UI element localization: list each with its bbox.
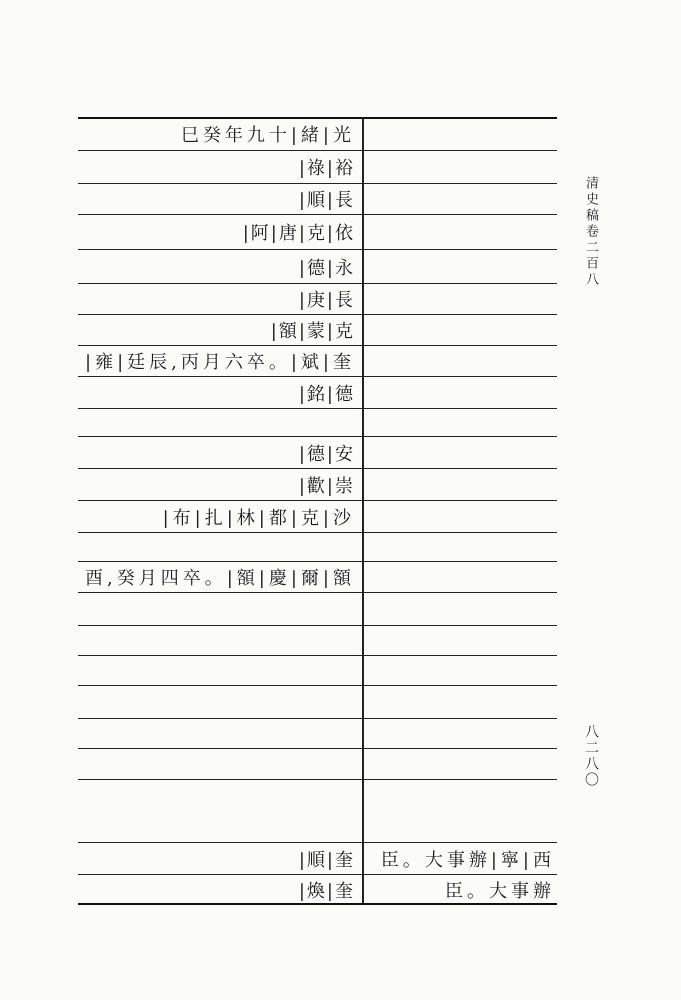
row-left-text: |歡|崇: [298, 475, 355, 497]
row-left-text: 巳癸年九十|緒|光: [180, 125, 355, 146]
row-left-text: |雍|廷辰,丙月六卒。|斌|奎: [85, 352, 355, 373]
row-left-text: |額|蒙|克: [270, 321, 355, 342]
table-row: [78, 626, 557, 655]
row-left-text: |德|安: [298, 443, 355, 465]
table-row: [78, 686, 557, 718]
table-row: [78, 533, 557, 561]
table-row: [78, 151, 557, 183]
row-right-text: 臣。大事辦: [445, 880, 555, 902]
table-row: [78, 562, 557, 592]
table-bottom-rule: [78, 903, 557, 905]
table-row: [78, 409, 557, 436]
table-row: [78, 875, 557, 904]
row-left-text: |阿|唐|克|依: [242, 223, 355, 244]
table-row: [78, 184, 557, 214]
table-row: [78, 315, 557, 345]
row-left-text: |銘|德: [298, 383, 355, 405]
table-row: [78, 250, 557, 283]
table-row: [78, 501, 557, 532]
table-row: [78, 719, 557, 748]
table-row: [78, 437, 557, 468]
page-number: 八二八〇: [583, 724, 599, 788]
table-row: [78, 656, 557, 685]
table-row: [78, 346, 557, 376]
table-row: [78, 843, 557, 874]
table-row: [78, 593, 557, 625]
row-left-text: |庚|長: [298, 290, 355, 311]
row-right-text: 臣。大事辦|寧|西: [380, 849, 555, 871]
row-left-text: |布|扎|林|都|克|沙: [162, 507, 355, 529]
table-row: [78, 749, 557, 779]
table-row: [78, 469, 557, 500]
row-left-text: |煥|奎: [298, 880, 355, 902]
table-row: [78, 780, 557, 842]
row-left-text: |順|長: [298, 190, 355, 211]
table-row: [78, 377, 557, 408]
row-left-text: 酉,癸月四卒。|額|慶|爾|額: [85, 568, 355, 589]
table-row: [78, 215, 557, 249]
row-left-text: |德|永: [298, 257, 355, 279]
row-left-text: |順|奎: [298, 849, 355, 871]
table-row: [78, 284, 557, 314]
table-row: [78, 118, 557, 150]
row-left-text: |祿|裕: [298, 158, 355, 179]
volume-title: 清史稿卷二百八: [583, 176, 598, 288]
